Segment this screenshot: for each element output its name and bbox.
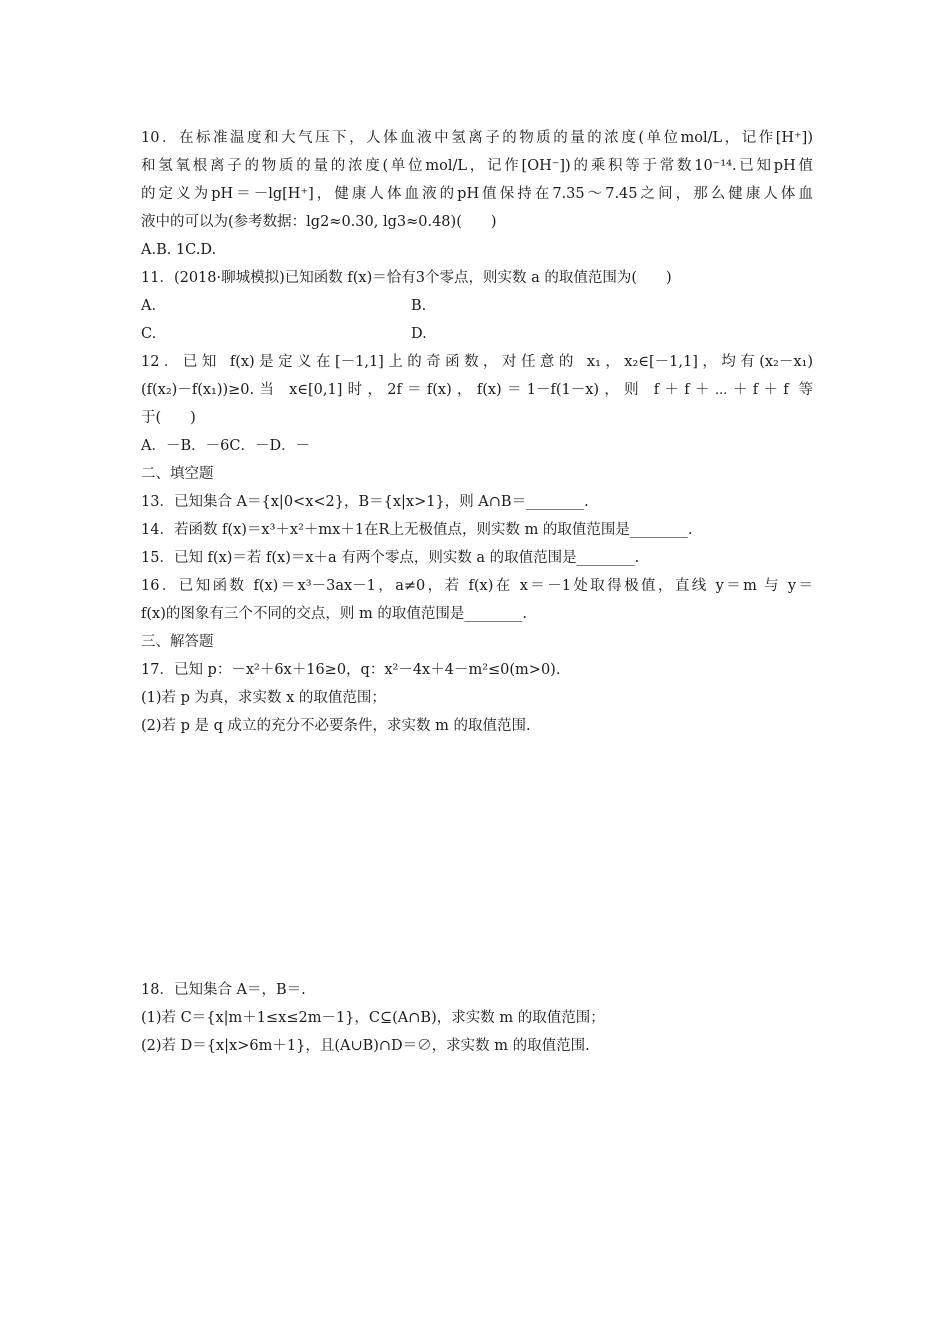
question-11-stem: 11．(2018·聊城模拟)已知函数 f(x)＝恰有3个零点，则实数 a 的取值范围为( )	[141, 270, 672, 286]
question-14: 14．若函数 f(x)＝x³＋x²＋mx＋1在R上无极值点，则实数 m 的取值范围是________.	[141, 522, 693, 538]
question-12-options: A．－B．－6C．－D．－	[141, 438, 311, 454]
question-18-part-1: (1)若 C＝{x|m＋1≤x≤2m－1}，C⊆(A∩B)，求实数 m 的取值范围；	[141, 1010, 605, 1026]
document-content	[141, 124, 813, 1060]
question-17-part-1: (1)若 p 为真，求实数 x 的取值范围；	[141, 690, 386, 706]
question-11-options-row-1	[141, 292, 813, 320]
question-10-line-1: 10．在标准温度和大气压下，人体血液中氢离子的物质的量的浓度(单位mol/L，记作[H⁺])	[141, 130, 813, 146]
question-18-part-2: (2)若 D＝{x|x>6m＋1}，且(A∪B)∩D＝∅，求实数 m 的取值范围.	[141, 1038, 590, 1054]
option-d: D.	[411, 326, 427, 342]
question-10-line-4: 液中的可以为(参考数据：lg2≈0.30, lg3≈0.48)( )	[141, 214, 497, 230]
question-16-line-2: f(x)的图象有三个不同的交点，则 m 的取值范围是________.	[141, 606, 527, 622]
question-12-line-1: 12．已知 f(x)是定义在[－1,1]上的奇函数，对任意的 x₁，x₂∈[－1,1]，均有(x₂－x₁)	[141, 354, 813, 370]
question-17-part-2: (2)若 p 是 q 成立的充分不必要条件，求实数 m 的取值范围.	[141, 718, 531, 734]
question-10-line-3: 的定义为pH＝－lg[H⁺]，健康人体血液的pH值保持在7.35～7.45之间，那么健康人体血	[141, 186, 813, 202]
section-heading-solutions: 三、解答题	[141, 634, 214, 650]
question-15: 15．已知 f(x)＝若 f(x)＝x＋a 有两个零点，则实数 a 的取值范围是________.	[141, 550, 640, 566]
question-11-options-row-2	[141, 320, 813, 348]
answer-space	[141, 740, 813, 976]
question-10-line-2: 和氢氧根离子的物质的量的浓度(单位mol/L，记作[OH⁻])的乘积等于常数10⁻¹⁴.已知pH值	[141, 158, 813, 174]
option-b: B.	[411, 298, 427, 314]
question-10-options: A.B. 1C.D.	[141, 242, 217, 258]
question-11	[141, 264, 813, 348]
question-16-line-1: 16．已知函数 f(x)＝x³－3ax－1，a≠0，若 f(x)在 x＝－1处取得极值，直线 y＝m 与 y＝	[141, 578, 813, 594]
question-17-stem: 17．已知 p：－x²＋6x＋16≥0，q：x²－4x＋4－m²≤0(m>0).	[141, 662, 561, 678]
question-18-stem: 18．已知集合 A＝，B＝.	[141, 982, 306, 998]
section-heading-fill-in: 二、填空题	[141, 466, 214, 482]
question-12	[141, 348, 813, 460]
question-12-line-2: (f(x₂)－f(x₁))≥0.当 x∈[0,1]时，2f＝f(x)，f(x)＝1－f(1－x)，则 f＋f＋⋯＋f＋f 等	[141, 382, 813, 398]
question-10	[141, 124, 813, 264]
question-18	[141, 976, 813, 1060]
option-c: C.	[141, 326, 157, 342]
question-17	[141, 656, 813, 740]
question-16	[141, 572, 813, 628]
option-a: A.	[141, 298, 157, 314]
question-12-line-3: 于( )	[141, 410, 196, 426]
question-13: 13．已知集合 A＝{x|0<x<2}，B＝{x|x>1}，则 A∩B＝________.	[141, 494, 589, 510]
